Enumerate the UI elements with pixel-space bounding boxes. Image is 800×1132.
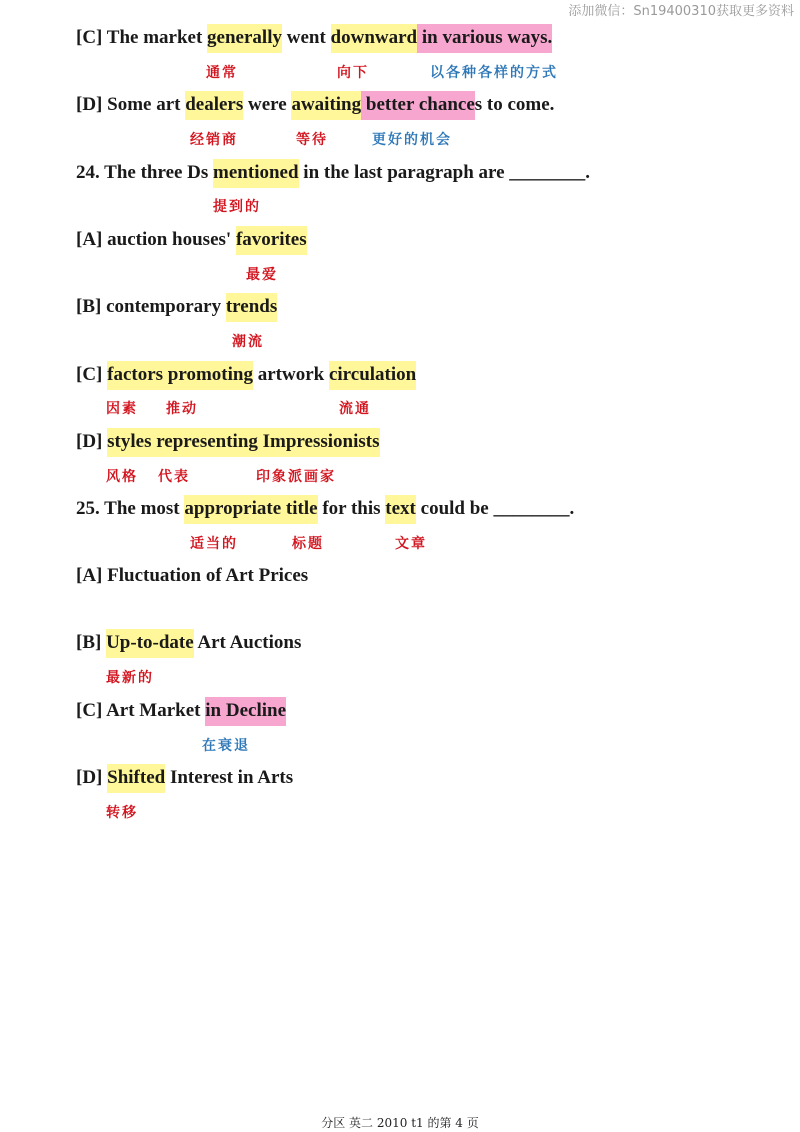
highlighted-text: factors promoting: [107, 361, 253, 390]
chinese-annotation: 因素: [106, 401, 138, 417]
text-segment: Art Auctions: [193, 632, 302, 653]
chinese-annotation: 经销商: [190, 132, 238, 148]
highlighted-text: generally: [207, 24, 282, 53]
highlighted-text: trends: [226, 293, 277, 322]
highlighted-text: dealers: [185, 91, 243, 120]
chinese-annotation: 推动: [166, 401, 198, 417]
chinese-annotation: 向下: [337, 65, 369, 81]
text-segment: 25. The most: [76, 498, 185, 519]
text-line-6: [76, 361, 416, 389]
chinese-annotation: 更好的机会: [372, 132, 452, 148]
text-segment: could be ________.: [415, 498, 575, 519]
text-segment: [B]: [76, 632, 107, 653]
text-segment: artwork: [252, 364, 329, 385]
text-line-2: [76, 91, 554, 119]
text-segment: for this: [317, 498, 386, 519]
chinese-annotation: 代表: [158, 469, 190, 485]
text-segment: [A] auction houses': [76, 229, 236, 250]
highlighted-text: downward: [331, 24, 418, 53]
text-line-1: [76, 24, 552, 52]
text-segment: [D]: [76, 431, 108, 452]
text-segment: 24. The three Ds: [76, 162, 214, 183]
chinese-annotation: 潮流: [232, 334, 264, 350]
highlighted-text: Shifted: [107, 764, 165, 793]
text-segment: [C] The market: [76, 27, 208, 48]
chinese-annotation: 适当的: [190, 536, 238, 552]
text-segment: [B] contemporary: [76, 296, 226, 317]
text-line-5: [76, 293, 277, 321]
highlighted-text: in various ways.: [417, 24, 552, 53]
chinese-annotation: 提到的: [213, 199, 261, 215]
text-segment: Interest in Arts: [165, 767, 294, 788]
text-segment: went: [281, 27, 331, 48]
highlighted-text: Up-to-date: [106, 629, 194, 658]
highlighted-text: appropriate title: [184, 495, 317, 524]
text-segment: in the last paragraph are ________.: [298, 162, 591, 183]
text-line-10: [76, 629, 301, 657]
chinese-annotation: 以各种各样的方式: [430, 65, 558, 81]
highlighted-text: mentioned: [213, 159, 299, 188]
text-segment: [D]: [76, 767, 108, 788]
text-line-11: [76, 697, 286, 725]
text-line-3: [76, 159, 590, 187]
text-line-4: [76, 226, 307, 254]
chinese-annotation: 通常: [206, 65, 238, 81]
text-line-9: [76, 562, 308, 590]
chinese-annotation: 等待: [296, 132, 328, 148]
text-line-7: [76, 428, 380, 456]
highlighted-text: awaiting: [291, 91, 361, 120]
chinese-annotation: 风格: [106, 469, 138, 485]
text-segment: were: [243, 94, 292, 115]
text-segment: [D] Some art: [76, 94, 186, 115]
chinese-annotation: 最爱: [246, 267, 278, 283]
highlighted-text: text: [385, 495, 416, 524]
highlighted-text: styles representing Impressionists: [107, 428, 379, 457]
chinese-annotation: 流通: [339, 401, 371, 417]
highlighted-text: circulation: [329, 361, 416, 390]
chinese-annotation: 在衰退: [202, 738, 250, 754]
text-line-8: [76, 495, 574, 523]
highlighted-text: better chance: [361, 91, 475, 120]
watermark-text: 添加微信：Sn19400310获取更多资料: [568, 4, 794, 19]
highlighted-text: favorites: [236, 226, 307, 255]
chinese-annotation: 印象派画家: [256, 469, 336, 485]
chinese-annotation: 最新的: [106, 670, 154, 686]
text-segment: s to come.: [474, 94, 555, 115]
text-segment: [C]: [76, 364, 108, 385]
chinese-annotation: 标题: [292, 536, 324, 552]
highlighted-text: in Decline: [205, 697, 286, 726]
text-segment: [C] Art Market: [76, 700, 206, 721]
chinese-annotation: 文章: [395, 536, 427, 552]
text-line-12: [76, 764, 293, 792]
chinese-annotation: 转移: [106, 805, 138, 821]
text-segment: [A] Fluctuation of Art Prices: [76, 565, 309, 586]
page-footer: 分区 英二 2010 t1 的第 4 页: [321, 1116, 479, 1130]
